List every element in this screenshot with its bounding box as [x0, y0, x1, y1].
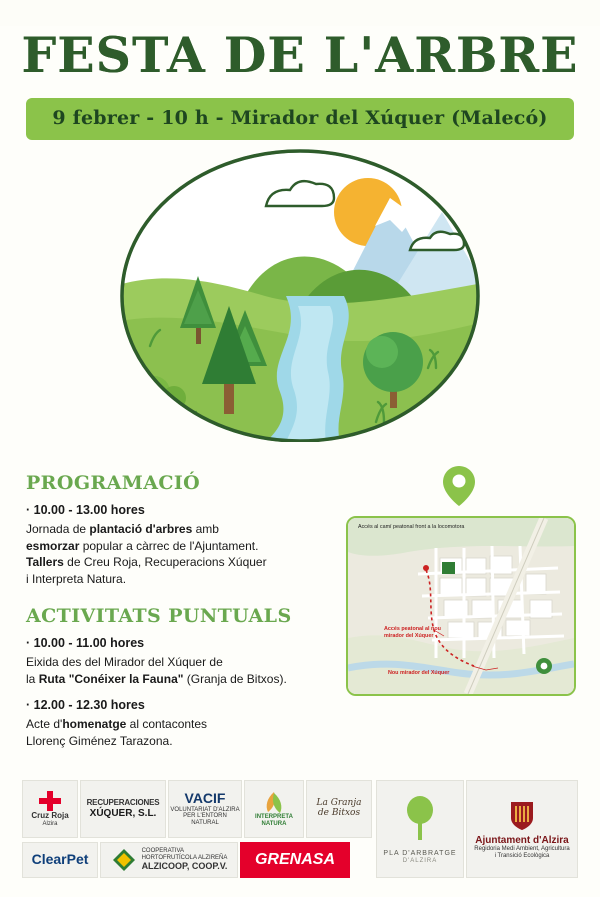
- map-figure[interactable]: [346, 516, 576, 696]
- programacio-heading: PROGRAMACIÓ: [26, 472, 201, 494]
- cooperative-icon: [111, 847, 137, 873]
- activitats-item-body: [26, 716, 346, 749]
- text-part: de Creu Roja, Recuperacions Xúquer: [63, 555, 267, 570]
- subtitle-banner-wrap: [0, 98, 600, 140]
- text-part: Eixida des del Mirador del Xúquer de: [26, 655, 223, 670]
- activitats-item-time: · 10.00 - 11.00 hores: [26, 636, 145, 651]
- logo-label: La Granja: [316, 798, 362, 809]
- logo-pla-arbratge: [376, 780, 464, 878]
- text-bold: homenatge: [62, 717, 127, 732]
- text-part: al contacontes: [126, 717, 208, 732]
- activitats-item-2: [26, 698, 346, 749]
- text-bold: esmorzar: [26, 538, 80, 553]
- text-part: popular a càrrec de l'Ajuntament.: [79, 538, 259, 553]
- map-graphic: [348, 518, 574, 694]
- logo-sublabel: XÚQUER, S.L.: [89, 807, 157, 819]
- map-note-access-line1: Accés peatonal al nou: [384, 626, 441, 632]
- content-area: [0, 472, 600, 772]
- logo-creu-roja: [22, 780, 78, 838]
- logo-label: GRENASA: [254, 851, 335, 869]
- coat-of-arms-icon: [507, 798, 537, 832]
- activitats-item-time: · 12.00 - 12.30 hores: [26, 698, 145, 713]
- logo-label: Ajuntament d'Alzira: [475, 835, 569, 847]
- logo-ajuntament-alzira: [466, 780, 578, 878]
- text-bold: Tallers: [26, 555, 64, 570]
- map-note-locomotora: Accés al camí peatonal front a la locomotora: [358, 524, 465, 530]
- sponsor-logos: [0, 774, 600, 897]
- activitats-heading: ACTIVITATS PUNTUALS: [26, 605, 292, 628]
- location-pin-icon: [442, 464, 476, 513]
- page-title: FESTA DE L'ARBRE: [21, 26, 579, 84]
- logo-sublabel: VOLUNTARIAT D'ALZIRA: [170, 806, 240, 813]
- red-cross-icon: [37, 790, 63, 812]
- landscape-illustration: [90, 146, 510, 442]
- text-part: (Granja de Bitxos).: [183, 671, 287, 686]
- logo-sublabel: D'ALZIRA: [402, 857, 438, 864]
- logo-recuperaciones-xuquer: [80, 780, 166, 838]
- logo-sublabel-2: PER L'ENTORN NATURAL: [183, 813, 227, 826]
- logo-label: ClearPet: [31, 851, 89, 868]
- logo-sublabel: Regidoria Medi Ambient, Agricultura: [474, 846, 570, 853]
- logo-label: RECUPERACIONES: [86, 798, 160, 808]
- text-part: la: [26, 671, 39, 686]
- map-note-access: [384, 626, 476, 640]
- text-part: i Interpreta Natura.: [26, 571, 127, 586]
- logo-label: Cruz Roja: [31, 811, 69, 821]
- text-bold: Ruta "Conéixer la Fauna": [38, 671, 184, 686]
- logo-label: VACIF: [184, 790, 226, 807]
- logo-clearpet: [22, 842, 98, 878]
- logo-alzicoop: [100, 842, 238, 878]
- illustration: [0, 146, 600, 446]
- programacio-item: [26, 503, 346, 587]
- programacio-item-time: · 10.00 - 13.00 hores: [26, 503, 145, 517]
- logo-sublabel: Alzira: [42, 821, 58, 828]
- text-bold: plantació d'arbres: [89, 522, 193, 536]
- text-part: Acte d': [26, 717, 63, 732]
- logo-label: INTERPRETA NATURA: [255, 814, 293, 827]
- logo-sublabel: HORTOFRUTÍCOLA ALZIREÑA: [141, 855, 228, 862]
- logo-grenasa: [240, 842, 350, 878]
- text-part: Jornada de: [26, 522, 90, 536]
- logo-label: COOPERATIVA: [141, 848, 185, 855]
- programme-column: [26, 472, 346, 760]
- text-part: amb: [192, 522, 219, 536]
- leaf-icon: [259, 790, 289, 814]
- logo-vacif: [168, 780, 242, 838]
- tree-icon: [403, 794, 437, 844]
- logo-sublabel-2: ALZICOOP, COOP.V.: [141, 860, 228, 871]
- logo-label: PLA D'ARBRATGE: [383, 849, 457, 857]
- map-note-access-line2: mirador del Xúquer: [384, 632, 434, 639]
- activitats-item-1: [26, 636, 346, 687]
- map-note-viewpoint: Nou mirador del Xúquer: [388, 670, 450, 676]
- logo-sublabel: de Bitxos: [317, 808, 361, 818]
- poster: [0, 26, 600, 897]
- text-part: Llorenç Giménez Tarazona.: [26, 733, 173, 748]
- logo-granja-bitxos: [306, 780, 372, 838]
- activitats-item-body: [26, 654, 346, 687]
- subtitle-banner: 9 febrer - 10 h - Mirador del Xúquer (Malecó): [26, 98, 573, 140]
- programacio-item-body: [26, 521, 346, 587]
- logo-sublabel-2: i Transició Ecològica: [494, 853, 550, 859]
- logo-interpreta-natura: [244, 780, 304, 838]
